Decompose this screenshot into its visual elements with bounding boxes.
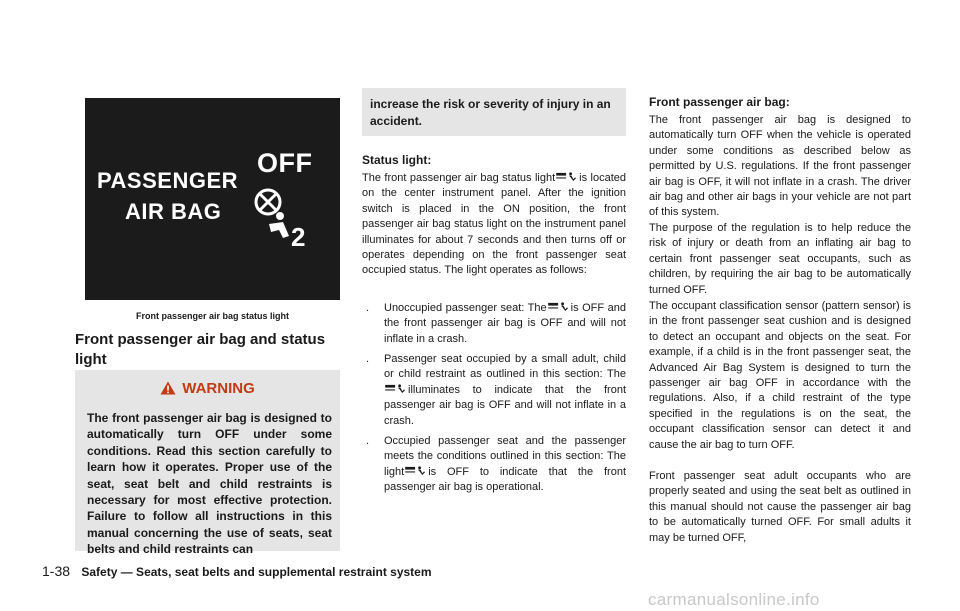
warning-text: The front passenger air bag is designed to automatically turn OFF under some conditions. Read this section carefully to learn how it operates. Proper use of the seat, seat belt and child restraints is necessary for most effective protection. Failure to follow all instructions in this manual concerning the use of seats, seat belts and child restraints can: [87, 411, 332, 557]
paragraph: Front passenger seat adult occupants who are properly seated and using the seat belt as outlined in this manual should not cause the passenger air bag to be automatically turned OFF. For small adults it may be turned OFF,: [649, 470, 911, 544]
airbag-status-icon: [548, 302, 570, 311]
warning-title: [75, 380, 340, 397]
bullet-text-post: is OFF and the front passenger air bag is OFF and will not inflate in a crash.: [384, 302, 626, 345]
bullet-text-pre: Unoccupied passenger seat: The: [384, 302, 547, 314]
bullet-text: [384, 352, 626, 429]
footer-title: Safety — Seats, seat belts and supplemental restraint system: [81, 565, 432, 579]
bullet-dot: .: [366, 302, 370, 314]
bullet-dot: .: [366, 435, 370, 447]
airbag-off-icon: [253, 180, 311, 250]
page-number: 1-38: [42, 563, 71, 579]
status-light-heading: Status light:: [362, 153, 432, 167]
paragraph: The occupant classification sensor (pattern sensor) is in the front passenger seat cushion and is designed to detect an occupant and objects on the seat. For example, if a child is in the front passenger seat, the Advanced Air Bag System is designed to turn the passenger air bag OFF in accordance with the regulations. Also, if a child restraint of the type specified in the regulations is on the seat, the occupant classification sensor can detect it and cause the air bag to turn OFF.: [649, 300, 911, 451]
section-heading: Front passenger air bag and status light: [75, 331, 326, 368]
status-para-post: is located on the center instrument panel. After the ignition switch is placed in the ON position, the front passenger air bag status light on the instrument panel illuminates for about 7 seconds and then turns off or operates depending on the front passenger seat occupied status. The light operates as follows:: [362, 172, 626, 277]
warning-title-text: WARNING: [182, 380, 255, 397]
airbag-status-figure: [85, 98, 340, 300]
bullet-text-post: is OFF to indicate that the front passenger air bag is operational.: [384, 465, 626, 494]
bullet-text-post: illuminates to indicate that the front passenger air bag is OFF and will not inflate in a crash.: [384, 383, 626, 427]
bullet-text: [384, 301, 626, 347]
front-airbag-heading: Front passenger air bag:: [649, 95, 790, 109]
paragraph: The front passenger air bag is designed to automatically turn OFF when the vehicle is operated under some conditions as described below as permitted by U.S. regulations. If the front passenger air bag is OFF, it will not inflate in a crash. The driver air bag and other air bags in your vehicle are not part of this system.: [649, 114, 911, 219]
bullet-dot: .: [366, 353, 370, 365]
figure-passenger-text: PASSENGER: [97, 168, 239, 193]
watermark: carmanualsonline.info: [648, 590, 820, 609]
svg-text:2: 2: [291, 222, 306, 250]
warning-box: [75, 370, 340, 557]
warning-continuation-text: increase the risk or severity of injury in an accident.: [370, 97, 611, 128]
figure-off-text: OFF: [257, 148, 313, 178]
bullet-text-pre: Passenger seat occupied by a small adult, child or child restraint as outlined in this section: The: [384, 353, 626, 381]
page-footer: [42, 563, 432, 579]
warning-icon: [160, 381, 176, 395]
bullet-text: [384, 434, 626, 496]
warning-continuation-box: [362, 88, 626, 136]
figure-caption: Front passenger air bag status light: [135, 311, 290, 321]
status-light-paragraph: [362, 171, 626, 279]
paragraph: The purpose of the regulation is to help reduce the risk of injury or death from an inflating air bag to certain front passenger seat occupants, such as children, by requiring the air bag to be automatically turned OFF.: [649, 222, 911, 296]
airbag-status-icon: [556, 172, 578, 181]
status-para-pre: The front passenger air bag status light: [362, 172, 556, 184]
airbag-status-icon: [385, 384, 407, 393]
bullet-text-pre: Occupied passenger seat and the passenger meets the conditions outlined in this section: The light: [384, 435, 626, 478]
airbag-status-icon: [405, 466, 427, 475]
figure-airbag-text: AIR BAG: [125, 199, 222, 224]
